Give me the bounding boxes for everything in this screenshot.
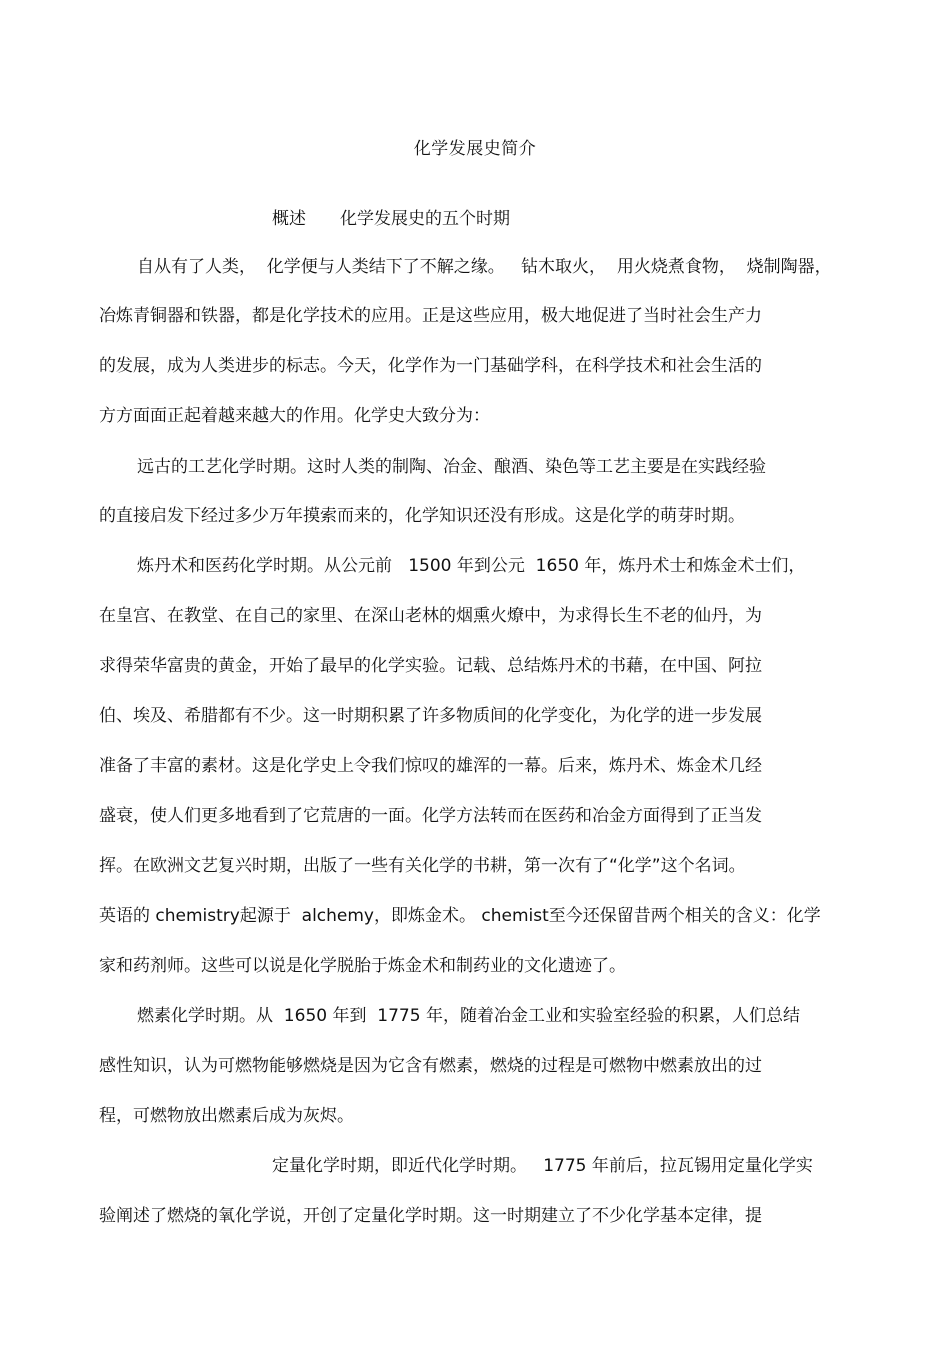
paragraph-line: 挥。在欧洲文艺复兴时期，出版了一些有关化学的书耕，第一次有了“化学”这个名词。 <box>99 856 746 876</box>
paragraph-line: 盛衰，使人们更多地看到了它荒唐的一面。化学方法转而在医药和冶金方面得到了正当发 <box>99 806 762 826</box>
paragraph-line: 英语的 chemistry起源于 alchemy，即炼金术。 chemist至今还保留昔两个相关的含义：化学 <box>99 906 821 926</box>
paragraph-line: 炼丹术和医药化学时期。从公元前 1500 年到公元 1650 年，炼丹术士和炼金术士们， <box>137 556 806 576</box>
paragraph-line: 的直接启发下经过多少万年摸索而来的，化学知识还没有形成。这是化学的萌芽时期。 <box>99 506 745 526</box>
paragraph-line: 家和药剂师。这些可以说是化学脱胎于炼金术和制药业的文化遗迹了。 <box>99 956 626 976</box>
paragraph-line: 验阐述了燃烧的氧化学说，开创了定量化学时期。这一时期建立了不少化学基本定律，提 <box>99 1206 762 1226</box>
paragraph-line: 程，可燃物放出燃素后成为灰烬。 <box>99 1106 354 1126</box>
paragraph-line: 伯、埃及、希腊都有不少。这一时期积累了许多物质间的化学变化，为化学的进一步发展 <box>99 706 762 726</box>
document-title: 化学发展史简介 <box>413 139 537 159</box>
paragraph-line: 自从有了人类， 化学便与人类结下了不解之缘。 钻木取火， 用火烧煮食物， 烧制陶器， <box>137 257 832 277</box>
paragraph-line: 冶炼青铜器和铁器，都是化学技术的应用。正是这些应用，极大地促进了当时社会生产力 <box>99 306 762 326</box>
document-subtitle: 概述 化学发展史的五个时期 <box>272 209 510 229</box>
paragraph-line: 定量化学时期，即近代化学时期。 1775 年前后，拉瓦锡用定量化学实 <box>272 1156 813 1176</box>
paragraph-line: 的发展，成为人类进步的标志。今天，化学作为一门基础学科，在科学技术和社会生活的 <box>99 356 762 376</box>
paragraph-line: 远古的工艺化学时期。这时人类的制陶、冶金、酿酒、染色等工艺主要是在实践经验 <box>137 457 766 477</box>
paragraph-line: 求得荣华富贵的黄金，开始了最早的化学实验。记载、总结炼丹术的书藉，在中国、阿拉 <box>99 656 762 676</box>
paragraph-line: 准备了丰富的素材。这是化学史上令我们惊叹的雄浑的一幕。后来，炼丹术、炼金术几经 <box>99 756 762 776</box>
paragraph-line: 感性知识，认为可燃物能够燃烧是因为它含有燃素，燃烧的过程是可燃物中燃素放出的过 <box>99 1056 762 1076</box>
paragraph-line: 方方面面正起着越来越大的作用。化学史大致分为： <box>99 406 490 426</box>
paragraph-line: 燃素化学时期。从 1650 年到 1775 年，随着冶金工业和实验室经验的积累，人们总结 <box>137 1006 800 1026</box>
paragraph-line: 在皇宫、在教堂、在自己的家里、在深山老林的烟熏火燎中，为求得长生不老的仙丹，为 <box>99 606 762 626</box>
